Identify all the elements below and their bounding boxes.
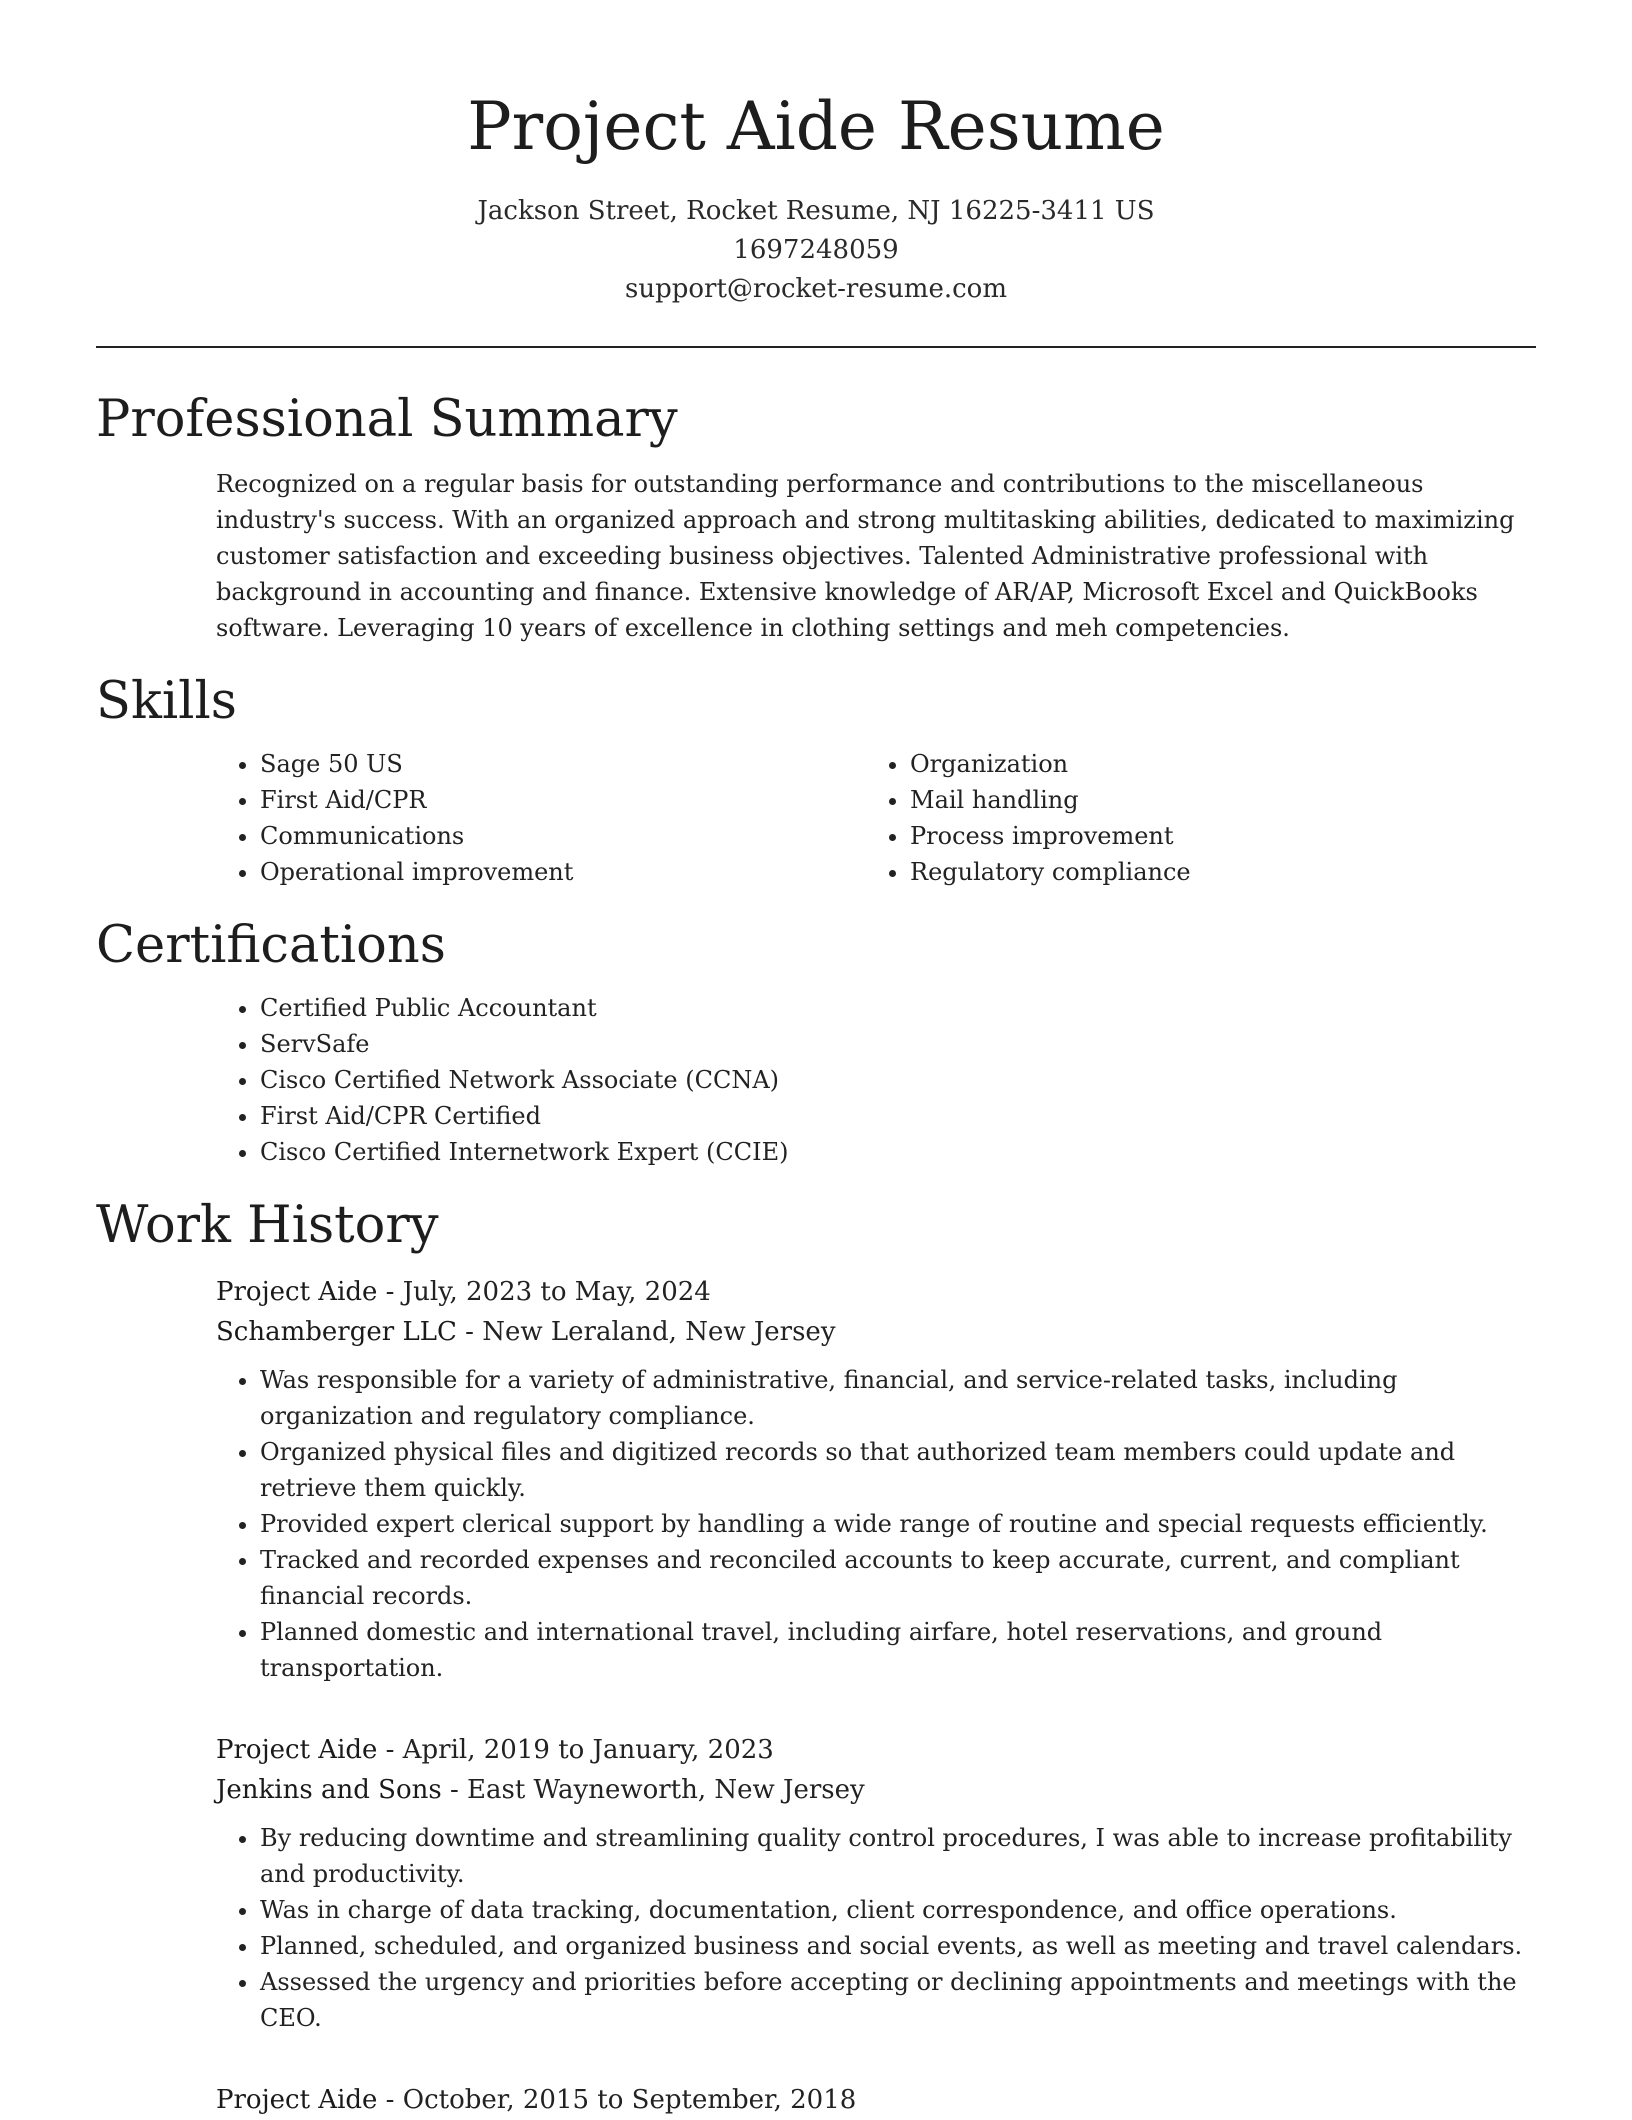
address-line: Jackson Street, Rocket Resume, NJ 16225-3411 US: [477, 196, 1155, 226]
skills-section: [96, 670, 1536, 890]
job-bullet: • Planned, scheduled, and organized business and social events, as well as meeting and travel calendars.: [260, 1928, 1536, 1964]
skill-item: • Process improvement: [910, 818, 1516, 854]
certification-item: • ServSafe: [260, 1026, 1536, 1062]
skill-item: • Organization: [910, 746, 1516, 782]
summary-heading: Professional Summary: [96, 390, 678, 449]
certification-item: • First Aid/CPR Certified: [260, 1098, 1536, 1134]
skill-item: • Mail handling: [910, 782, 1516, 818]
job-role: Project Aide: [216, 1735, 378, 1765]
job-bullets: [216, 1820, 1536, 2036]
certification-item: • Cisco Certified Internetwork Expert (CCIE): [260, 1134, 1536, 1170]
skills-list-right: [866, 746, 1516, 890]
skills-list-left: [216, 746, 866, 890]
job-bullet: • Assessed the urgency and priorities before accepting or declining appointments and meetings with the CEO.: [260, 1964, 1536, 2036]
resume-title: Project Aide Resume: [467, 88, 1165, 165]
contact-block: [96, 192, 1536, 309]
job-bullets: [216, 1362, 1536, 1686]
job-dates: October, 2015 to September, 2018: [402, 2085, 857, 2115]
job-title-line: Project Aide - July, 2023 to May, 2024: [216, 1277, 711, 1307]
job-bullet: • Was responsible for a variety of administrative, financial, and service-related tasks, including organization and regulatory compliance.: [260, 1362, 1536, 1434]
phone-line: 1697248059: [733, 235, 899, 265]
resume-page: [96, 0, 1536, 2120]
job-company: Schamberger LLC: [216, 1317, 457, 1347]
header-divider: [96, 346, 1536, 348]
email-line[interactable]: support@rocket-resume.com: [624, 274, 1007, 304]
job-bullet: • Provided expert clerical support by handling a wide range of routine and special requests efficiently.: [260, 1506, 1536, 1542]
skill-item: • Communications: [260, 818, 866, 854]
job-entry: [216, 1716, 1536, 2036]
job-bullet: • By reducing downtime and streamlining quality control procedures, I was able to increase profitability and productivity.: [260, 1820, 1536, 1892]
job-bullet: • Tracked and recorded expenses and reconciled accounts to keep accurate, current, and compliant financial records.: [260, 1542, 1536, 1614]
job-dates: April, 2019 to January, 2023: [402, 1735, 774, 1765]
job-bullet: • Organized physical files and digitized records so that authorized team members could update and retrieve them quickly.: [260, 1434, 1536, 1506]
work-history-heading: Work History: [96, 1196, 439, 1255]
skill-item: • Sage 50 US: [260, 746, 866, 782]
summary-section: [96, 388, 1536, 646]
job-location: East Wayneworth, New Jersey: [467, 1775, 865, 1805]
certifications-list: [216, 990, 1536, 1170]
job-bullet: • Was in charge of data tracking, documentation, client correspondence, and office operations.: [260, 1892, 1536, 1928]
resume-header: [96, 0, 1536, 309]
job-role: Project Aide: [216, 1277, 378, 1307]
certification-item: • Certified Public Accountant: [260, 990, 1536, 1026]
work-history-section: [96, 1194, 1536, 2120]
certification-item: • Cisco Certified Network Associate (CCNA): [260, 1062, 1536, 1098]
skill-item: • First Aid/CPR: [260, 782, 866, 818]
job-title-line: Project Aide - October, 2015 to September, 2018: [216, 2085, 857, 2115]
job-company: Jenkins and Sons: [216, 1775, 442, 1805]
job-entry: [216, 1258, 1536, 1686]
skill-item: • Operational improvement: [260, 854, 866, 890]
job-bullet: • Planned domestic and international travel, including airfare, hotel reservations, and ground transportation.: [260, 1614, 1536, 1686]
job-company-line: Jenkins and Sons - East Wayneworth, New Jersey: [216, 1775, 865, 1805]
job-title-line: Project Aide - April, 2019 to January, 2023: [216, 1735, 774, 1765]
job-role: Project Aide: [216, 2085, 378, 2115]
certifications-heading: Certifications: [96, 916, 446, 975]
job-company-line: Schamberger LLC - New Leraland, New Jersey: [216, 1317, 836, 1347]
certifications-section: [96, 914, 1536, 1170]
skills-heading: Skills: [96, 672, 237, 731]
job-dates: July, 2023 to May, 2024: [402, 1277, 711, 1307]
summary-paragraph: Recognized on a regular basis for outstanding performance and contributions to the miscellaneous industry's success. With an organized approach and strong multitasking abilities, dedicated to maximizing customer satisfaction and exceeding business objectives. Talented Administrative professional with background in accounting and finance. Extensive knowledge of AR/AP, Microsoft Excel and QuickBooks software. Leveraging 10 years of excellence in clothing settings and meh competencies.: [216, 470, 1515, 642]
job-location: New Leraland, New Jersey: [482, 1317, 836, 1347]
skill-item: • Regulatory compliance: [910, 854, 1516, 890]
